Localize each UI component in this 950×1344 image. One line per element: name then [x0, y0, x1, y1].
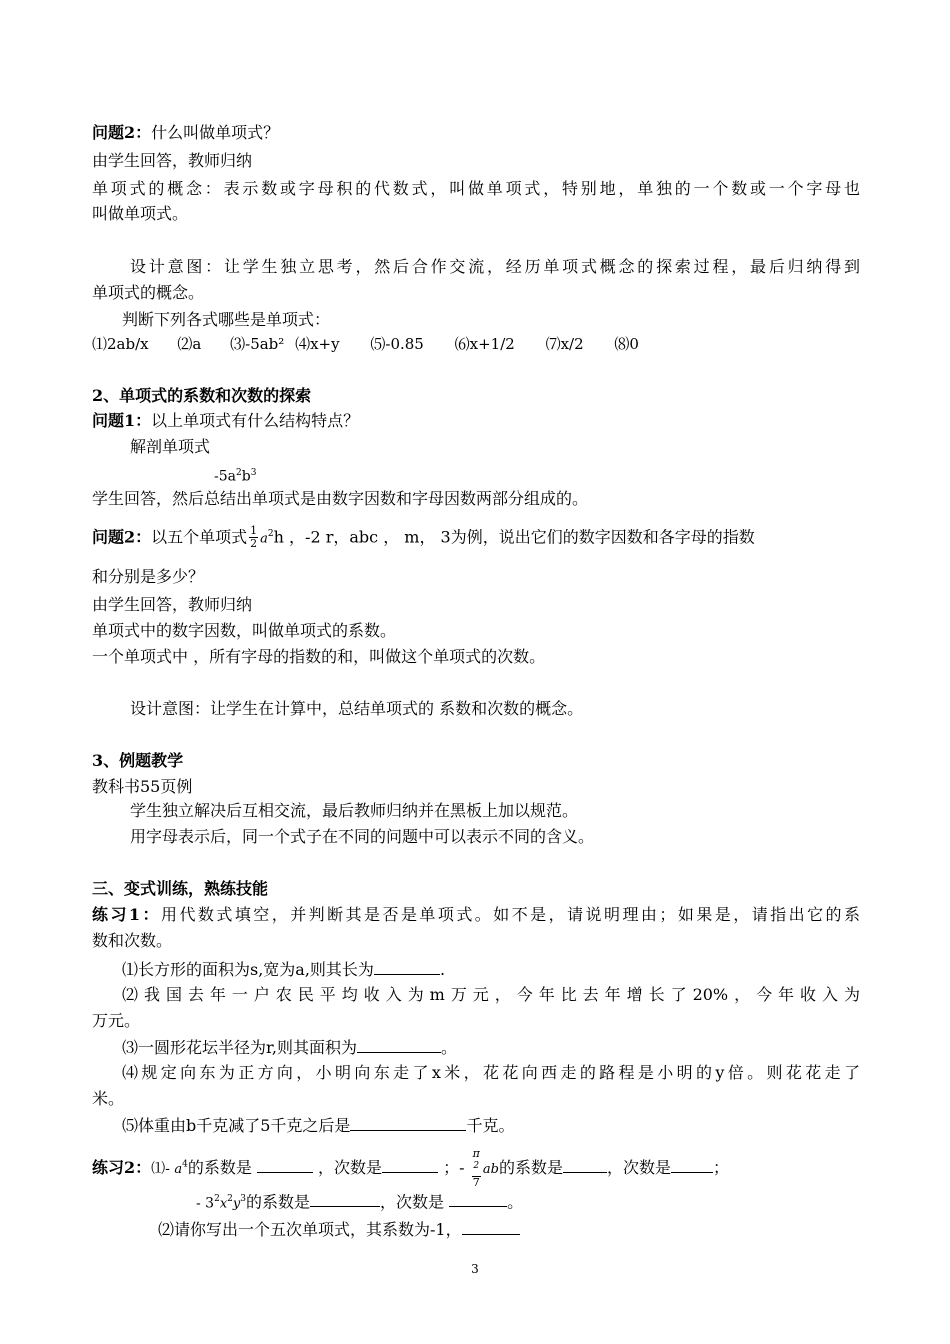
- question-2b-line: [92, 520, 755, 553]
- judge-item: ⑷x+y: [295, 335, 340, 353]
- page-number: 3: [471, 1262, 479, 1276]
- answer-blank[interactable]: [374, 958, 440, 975]
- mono-exp: 3: [250, 468, 257, 478]
- frac-den: 2: [250, 537, 258, 551]
- question-1-line: [92, 410, 359, 432]
- fraction-half: [249, 525, 258, 550]
- q-text: 以五个单项式: [151, 527, 248, 547]
- pi-exp: 2: [473, 1161, 480, 1171]
- practice-item-4: ⑷规定向东为正方向，小明向东走了x米，花花向西走的路程是小明的y倍。则花花走了: [122, 1063, 860, 1082]
- mono-var: b: [241, 468, 251, 485]
- q-text: 什么叫做单项式？: [151, 123, 280, 142]
- pi-symbol: π: [472, 1147, 480, 1160]
- item-text: ⑴长方形的面积为s,宽为a,则其长为: [122, 960, 374, 979]
- judge-item: ⑸-0.85: [370, 335, 424, 353]
- p2-text: ，次数是: [318, 1157, 383, 1177]
- item-end: 。: [440, 1038, 457, 1057]
- judge-item: ⑹x+1/2: [454, 335, 515, 353]
- answer-blank[interactable]: [357, 1036, 441, 1053]
- q2-var: a: [260, 531, 268, 547]
- p2-var: y: [232, 1196, 241, 1212]
- p2-prefix: ⑴-: [151, 1160, 175, 1177]
- practice-1-line: [92, 904, 860, 926]
- practice-2-line-b: [196, 1188, 523, 1215]
- item-text: ⑶一圆形花坛半径为r,则其面积为: [122, 1038, 357, 1057]
- q-label: 问题2：: [92, 527, 152, 547]
- item-end: 千克。: [466, 1116, 515, 1135]
- teacher-summary: 由学生回答，教师归纳: [92, 151, 253, 170]
- p2-text: ，次数是: [606, 1157, 671, 1177]
- practice-item-3: [122, 1036, 457, 1059]
- monomial-definition-cont: 叫做单项式。: [92, 204, 189, 223]
- practice-item-1: [122, 958, 445, 981]
- p2-exp: 2: [214, 1194, 220, 1204]
- p2-end: 。: [507, 1192, 524, 1212]
- q-label: 问题1：: [92, 411, 152, 430]
- answer-blank[interactable]: [449, 1190, 507, 1207]
- design-intent-1-cont: 单项式的概念。: [92, 283, 205, 302]
- dissect-label: 解剖单项式: [130, 437, 211, 456]
- section-heading-2: 2、单项式的系数和次数的探索: [92, 386, 312, 405]
- answer-blank[interactable]: [563, 1156, 607, 1173]
- mono-base: -5a: [214, 468, 236, 485]
- judge-item: ⑻0: [614, 335, 639, 353]
- question-2-line: [92, 122, 279, 144]
- practice-item-2: ⑵我国去年一户农民平均收入为m万元，今年比去年增长了20%，今年收入为: [122, 985, 860, 1004]
- judge-item: ⑵a: [177, 335, 202, 353]
- p2-text: ，次数是: [380, 1192, 450, 1212]
- q-label: 问题2：: [92, 123, 152, 142]
- teacher-summary-2: 由学生回答，教师归纳: [92, 595, 253, 614]
- frac-den: 7: [472, 1175, 480, 1189]
- frac-num: 1: [250, 524, 258, 538]
- section-heading-4: 三、变式训练，熟练技能: [92, 879, 269, 898]
- p2-text: 的系数是: [246, 1192, 311, 1212]
- judge-items: [92, 333, 639, 355]
- q-text: 以上单项式有什么结构特点？: [151, 411, 360, 430]
- frac-num: [472, 1148, 481, 1177]
- degree-definition: 一个单项式中 ，所有字母的指数的和，叫做这个单项式的次数。: [92, 647, 546, 666]
- practice-item-5: [122, 1114, 514, 1137]
- example-note-2: 用字母表示后，同一个式子在不同的问题中可以表示不同的含义。: [130, 827, 595, 846]
- answer-blank[interactable]: [310, 1190, 380, 1207]
- p2-end: ；: [712, 1157, 729, 1177]
- section-heading-3: 3、例题教学: [92, 751, 184, 770]
- design-intent-1: 设计意图：让学生独立思考，然后合作交流，经历单项式概念的探索过程，最后归纳得到: [130, 257, 860, 276]
- p2-exp: 2: [227, 1194, 233, 1204]
- coefficient-definition: 单项式中的数字因数，叫做单项式的系数。: [92, 621, 397, 640]
- answer-blank[interactable]: [257, 1156, 313, 1173]
- p-text: 用代数式填空，并判断其是否是单项式。如不是，请说明理由；如果是，请指出它的系: [160, 905, 860, 924]
- q-text-cont: h ，-2 r，abc ， m， 3为例，说出它们的数字因数和各字母的指数: [273, 527, 755, 547]
- answer-blank[interactable]: [462, 1218, 520, 1235]
- practice-item-4-cont: 米。: [92, 1089, 125, 1108]
- design-intent-2: 设计意图：让学生在计算中，总结单项式的 系数和次数的概念。: [130, 699, 584, 718]
- answer-blank[interactable]: [671, 1156, 713, 1173]
- judge-item: ⑺x/2: [545, 335, 584, 353]
- mono-exp: 2: [235, 468, 242, 478]
- p2-prefix: - 3: [196, 1195, 215, 1212]
- p2-var: a: [174, 1161, 183, 1177]
- practice-2-line: [92, 1148, 729, 1189]
- example-note-1: 学生独立解决后互相交流，最后教师归纳并在黑板上加以规范。: [130, 801, 579, 820]
- textbook-ref: 教科书55页例: [92, 777, 193, 796]
- student-answer: 学生回答，然后总结出单项式是由数字因数和字母因数两部分组成的。: [92, 489, 589, 508]
- judge-item: ⑶-5ab²: [230, 335, 285, 353]
- p2-exp: 4: [182, 1159, 188, 1170]
- p-label: 练习1：: [92, 905, 161, 924]
- p2-sep: ；-: [443, 1157, 470, 1177]
- p2-text: 的系数是: [187, 1157, 252, 1177]
- item-end: .: [439, 960, 446, 979]
- p2-var: ab: [482, 1161, 499, 1177]
- fraction-pi-7: [472, 1148, 481, 1189]
- practice-item-2-cont: 万元。: [92, 1011, 141, 1030]
- judge-item: ⑴2ab/x: [92, 335, 149, 353]
- practice-1-cont: 数和次数。: [92, 931, 173, 950]
- p2-var: x: [219, 1196, 228, 1212]
- answer-blank[interactable]: [382, 1156, 438, 1173]
- question-2b-cont: 和分别是多少？: [92, 567, 205, 586]
- item-text: ⑵请你写出一个五次单项式，其系数为-1，: [158, 1220, 462, 1239]
- p2-exp: 3: [240, 1194, 246, 1204]
- q2-exp: 2: [267, 529, 274, 539]
- judge-prompt: 判断下列各式哪些是单项式：: [122, 310, 331, 329]
- p2-text: 的系数是: [498, 1157, 563, 1177]
- p-label: 练习2：: [92, 1157, 152, 1177]
- answer-blank[interactable]: [350, 1114, 466, 1131]
- item-text: ⑸体重由b千克减了5千克之后是: [122, 1116, 351, 1135]
- monomial-example: [214, 462, 256, 488]
- practice-2-item-2: [158, 1218, 520, 1241]
- monomial-definition: 单项式的概念：表示数或字母积的代数式，叫做单项式，特别地，单独的一个数或一个字母也: [92, 179, 860, 198]
